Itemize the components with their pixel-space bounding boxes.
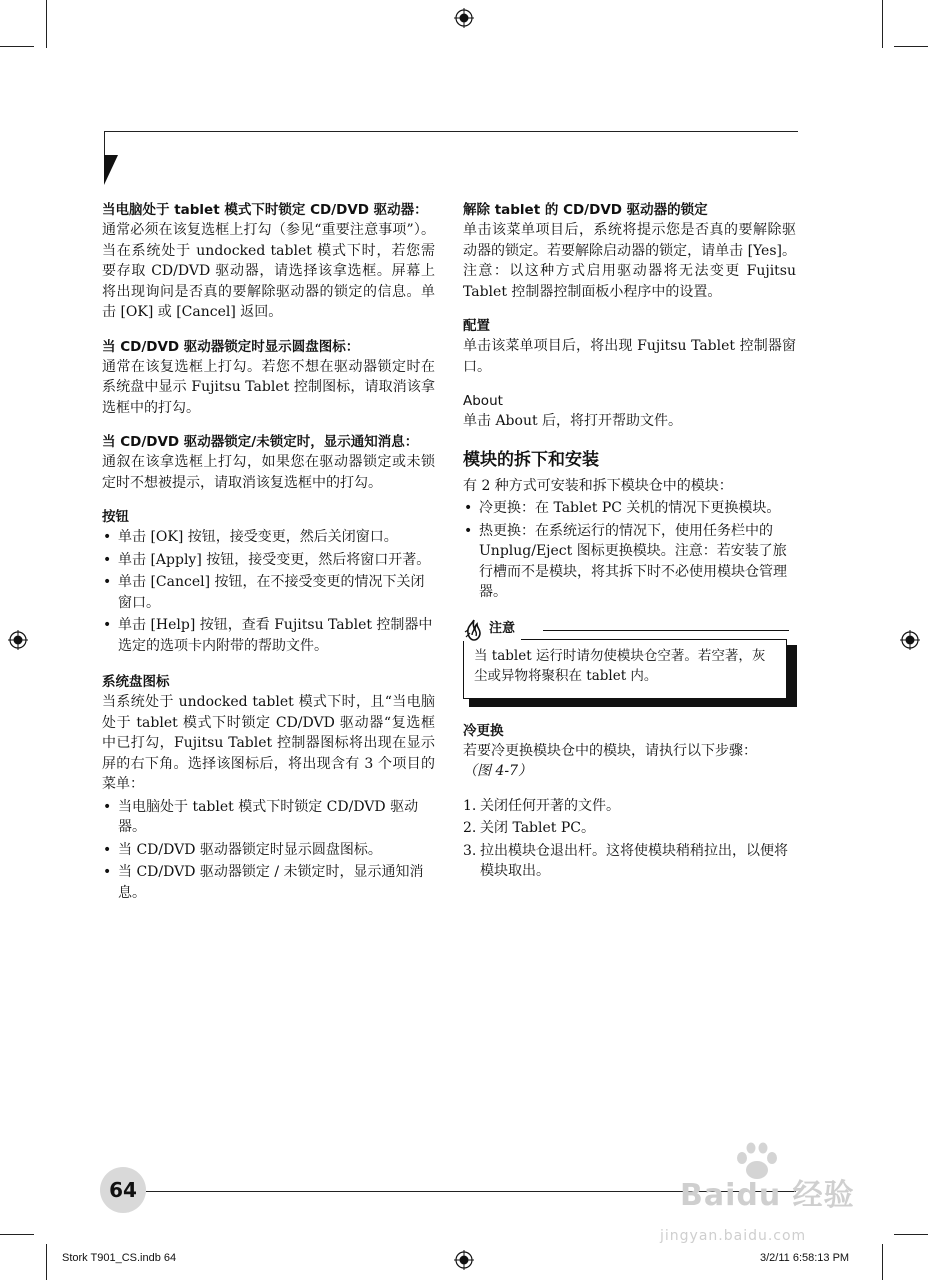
page-number: 64 — [100, 1167, 146, 1213]
section-heading: 当 CD/DVD 驱动器锁定时显示圆盘图标： — [102, 338, 360, 355]
registration-mark-icon — [454, 1250, 474, 1270]
watermark-main: Baidu 经验 — [680, 1178, 855, 1213]
step-text: 关闭 Tablet PC。 — [480, 820, 595, 836]
slug-right: 3/2/11 6:58:13 PM — [760, 1252, 850, 1264]
crop-mark — [46, 1244, 47, 1280]
watermark — [660, 1142, 890, 1242]
section-body: 单击 About 后，将打开帮助文件。 — [463, 413, 683, 429]
crop-mark — [46, 0, 47, 48]
section-heading: 当电脑处于 tablet 模式下时锁定 CD/DVD 驱动器： — [102, 202, 428, 218]
list-item: • 当电脑处于 tablet 模式下时锁定 CD/DVD 驱动器。 — [102, 797, 435, 838]
list-item: • 当 CD/DVD 驱动器锁定 / 未锁定时，显示通知消息。 — [102, 862, 435, 903]
caution-label: 注意 — [489, 621, 516, 637]
left-column — [102, 200, 435, 905]
section-body: 通叙在该拿选框上打勾，如果您在驱动器锁定或未锁定时不想被提示，请取消该复选框中的打勾。 — [102, 454, 435, 491]
section-heading: 冷更换 — [463, 722, 504, 739]
section-body: 单击该菜单项目后，将出现 Fujitsu Tablet 控制器窗口。 — [463, 338, 796, 375]
list-item: • 单击 [OK] 按钮，接受变更，然后关闭窗口。 — [102, 527, 435, 548]
section-heading: 系统盘图标 — [102, 674, 170, 690]
list-item: • 单击 [Apply] 按钮，接受变更，然后将窗口开著。 — [102, 550, 435, 571]
swap-methods-list — [463, 498, 796, 603]
cold-swap-steps — [463, 796, 796, 882]
section-heading: 当 CD/DVD 驱动器锁定/未锁定时，显示通知消息： — [102, 434, 419, 450]
right-column — [463, 200, 796, 884]
step-number: 1. — [463, 797, 477, 814]
section-body: 单击该菜单项目后，系统将提示您是否真的要解除驱动器的锁定。若要解除启动器的锁定，请单击 [Yes]。注意：以这种方式启用驱动器将无法变更 Fujitsu Tablet 控制器控制面板小程序中的设置。 — [463, 222, 796, 300]
list-item: • 单击 [Cancel] 按钮，在不接受变更的情况下关闭窗口。 — [102, 572, 435, 613]
list-item: • 当 CD/DVD 驱动器锁定时显示圆盘图标。 — [102, 840, 435, 861]
section-heading: 配置 — [463, 318, 490, 334]
list-item: • 单击 [Help] 按钮，查看 Fujitsu Tablet 控制器中选定的选项卡内附带的帮助文件。 — [102, 615, 435, 656]
step-text: 拉出模块仓退出杆。这将使模块稍稍拉出，以便将模块取出。 — [480, 842, 788, 879]
section-body: 有 2 种方式可安装和拆下模块仓中的模块： — [463, 477, 733, 494]
step-text: 关闭任何开著的文件。 — [480, 797, 620, 814]
section-heading: 按钮 — [102, 509, 129, 525]
crop-mark — [0, 46, 34, 47]
buttons-list — [102, 527, 435, 656]
caution-text: 当 tablet 运行时请勿使模块仓空著。若空著，灰尘或异物将聚积在 tablet 内。 — [474, 647, 766, 684]
tray-menu-list — [102, 797, 435, 904]
step-item — [463, 841, 796, 882]
registration-mark-icon — [8, 630, 28, 650]
list-item: • 热更换：在系统运行的情况下，使用任务栏中的 Unplug/Eject 图标更换模块。注意：若安装了旅行槽而不是模块，将其拆下时不必使用模块仓管理器。 — [463, 521, 796, 603]
crop-mark — [882, 0, 883, 48]
step-item — [463, 796, 796, 817]
section-body: 通常在该复选框上打勾。若您不想在驱动器锁定时在系统盘中显示 Fujitsu Tablet 控制图标，请取消该拿选框中的打勾。 — [102, 358, 435, 416]
crop-mark — [0, 1234, 34, 1235]
section-body: 若要冷更换模块仓中的模块，请执行以下步骤： — [463, 742, 757, 759]
corner-marker-icon — [104, 155, 118, 185]
registration-mark-icon — [454, 8, 474, 28]
crop-mark — [894, 1234, 928, 1235]
list-item: • 冷更换：在 Tablet PC 关机的情况下更换模块。 — [463, 498, 796, 519]
section-body: 通常必须在该复选框上打勾（参见“重要注意事项”）。当在系统处于 undocked tablet 模式下时，若您需要存取 CD/DVD 驱动器，请选择该拿选框。屏幕上将出现询问是否真的要解除驱动器的锁定的信息。单击 [OK] 或 [Cancel] 返回。 — [102, 222, 435, 320]
section-title: 模块的拆下和安装 — [463, 449, 599, 470]
slug-left: Stork T901_CS.indb 64 — [62, 1252, 177, 1264]
watermark-sub: jingyan.baidu.com — [660, 1228, 807, 1244]
header-rule — [104, 131, 798, 132]
fire-warning-icon — [463, 619, 485, 641]
figure-reference: （图 4-7） — [463, 763, 532, 779]
section-heading: About — [463, 393, 503, 409]
step-number: 2. — [463, 820, 477, 836]
registration-mark-icon — [900, 630, 920, 650]
step-item — [463, 818, 796, 839]
step-number: 3. — [463, 842, 477, 859]
crop-mark — [894, 46, 928, 47]
section-heading: 解除 tablet 的 CD/DVD 驱动器的锁定 — [463, 202, 708, 218]
section-body: 当系统处于 undocked tablet 模式下时，且“当电脑处于 tablet 模式下时锁定 CD/DVD 驱动器“复选框中已打勾，Fujitsu Tablet 控制器图标将出现在显示屏的右下角。选择该图标后，将出现含有 3 个项目的菜单： — [102, 694, 435, 792]
caution-box — [463, 619, 796, 707]
crop-mark — [882, 1244, 883, 1280]
